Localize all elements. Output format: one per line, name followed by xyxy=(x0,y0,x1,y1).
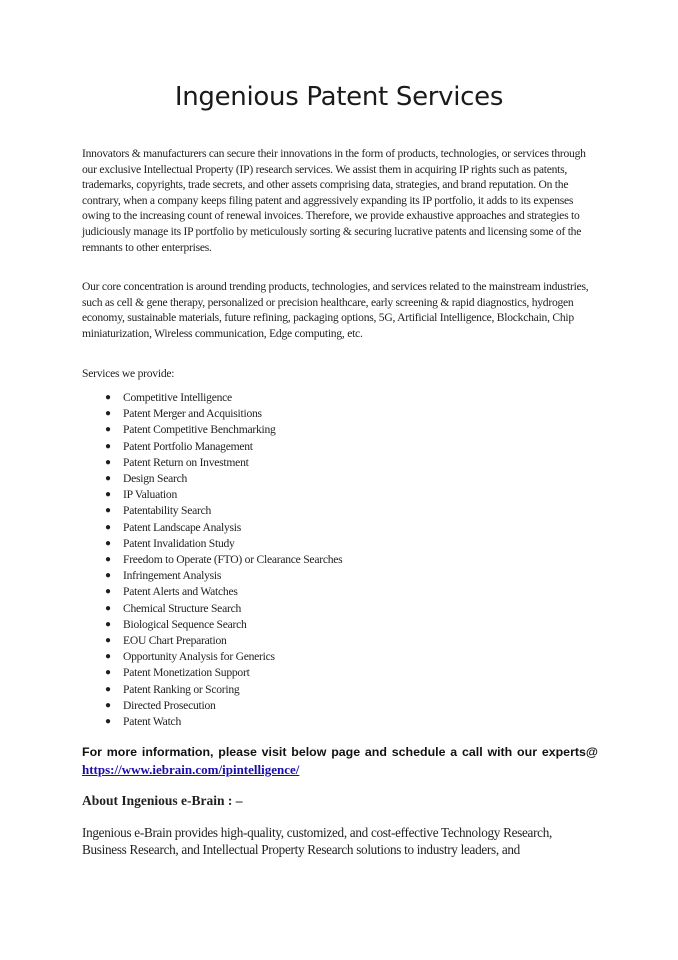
service-list-item xyxy=(105,390,342,406)
service-label: Infringement Analysis xyxy=(123,569,222,583)
service-label: Patent Ranking or Scoring xyxy=(123,682,240,696)
more-info-text: For more information, please visit below page and schedule a call with our experts@ xyxy=(82,745,598,759)
service-list-item xyxy=(105,503,342,519)
bullet-icon: ● xyxy=(105,683,111,695)
bullet-icon: ● xyxy=(105,424,111,436)
service-list-item xyxy=(105,698,342,714)
service-label: Patent Watch xyxy=(123,715,181,729)
services-intro: Services we provide: xyxy=(82,367,175,380)
bullet-icon: ● xyxy=(105,456,111,468)
bullet-icon: ● xyxy=(105,667,111,679)
bullet-icon: ● xyxy=(105,586,111,598)
bullet-icon: ● xyxy=(105,554,111,566)
ipintelligence-link[interactable]: https://www.iebrain.com/ipintelligence/ xyxy=(82,762,300,777)
service-label: Patent Return on Investment xyxy=(123,455,249,469)
service-label: Patent Portfolio Management xyxy=(123,439,253,453)
bullet-icon: ● xyxy=(105,440,111,452)
service-list-item xyxy=(105,520,342,536)
service-label: Patent Merger and Acquisitions xyxy=(123,407,262,421)
service-list-item xyxy=(105,682,342,698)
service-list-item xyxy=(105,439,342,455)
link-line xyxy=(82,761,299,779)
service-label: Patent Monetization Support xyxy=(123,666,250,680)
bullet-icon: ● xyxy=(105,489,111,501)
bullet-icon: ● xyxy=(105,635,111,647)
intro-paragraph: Innovators & manufacturers can secure their innovations in the form of products, technologies, or services through our exclusive Intellectual Property (IP) research services. We assist them in acquiring IP rights such as patents, trademarks, copyrights, trade secrets, and other assets comprising data, strategies, and brand reputation. On the contrary, when a company keeps filing patent and aggressively expanding its IP portfolio, it adds to its expenses owing to the increasing count of renewal invoices. Therefore, we provide exhaustive approaches and strategies to judiciously manage its IP portfolio by meticulously sorting & securing lucrative patents and licensing some of the remnants to other enterprises. xyxy=(82,147,586,254)
bullet-icon: ● xyxy=(105,602,111,614)
bullet-icon: ● xyxy=(105,570,111,582)
service-label: Design Search xyxy=(123,472,188,486)
service-list-item xyxy=(105,617,342,633)
service-list-item xyxy=(105,649,342,665)
page-title: Ingenious Patent Services xyxy=(174,82,504,112)
service-label: EOU Chart Preparation xyxy=(123,634,227,648)
service-label: Patent Landscape Analysis xyxy=(123,520,242,534)
service-list-item xyxy=(105,584,342,600)
service-list-item xyxy=(105,665,342,681)
bullet-icon: ● xyxy=(105,618,111,630)
service-label: Patentability Search xyxy=(123,504,212,518)
service-list-item xyxy=(105,601,342,617)
bullet-icon: ● xyxy=(105,716,111,728)
about-heading: About Ingenious e-Brain : – xyxy=(82,793,243,808)
service-label: Directed Prosecution xyxy=(123,698,216,712)
service-label: Chemical Structure Search xyxy=(123,601,242,615)
bullet-icon: ● xyxy=(105,505,111,517)
bullet-icon: ● xyxy=(105,473,111,485)
service-list-item xyxy=(105,455,342,471)
service-list-item xyxy=(105,422,342,438)
service-label: Patent Invalidation Study xyxy=(123,536,235,550)
service-label: Biological Sequence Search xyxy=(123,617,247,631)
service-label: Patent Alerts and Watches xyxy=(123,585,238,599)
bullet-icon: ● xyxy=(105,392,111,403)
bullet-icon: ● xyxy=(105,537,111,549)
service-list-item xyxy=(105,552,342,568)
bullet-icon: ● xyxy=(105,408,111,420)
about-paragraph: Ingenious e-Brain provides high-quality, customized, and cost-effective Technology Research, Business Research, and Intellectual Property Research solutions to industry leaders, and xyxy=(82,825,553,857)
service-list-item xyxy=(105,536,342,552)
service-label: Freedom to Operate (FTO) or Clearance Searches xyxy=(123,553,343,567)
service-label: Opportunity Analysis for Generics xyxy=(123,650,275,664)
bullet-icon: ● xyxy=(105,651,111,663)
service-label: Competitive Intelligence xyxy=(123,391,232,404)
services-list xyxy=(105,390,342,730)
service-label: IP Valuation xyxy=(123,488,177,502)
service-list-item xyxy=(105,471,342,487)
service-list-item xyxy=(105,487,342,503)
service-list-item xyxy=(105,406,342,422)
bullet-icon: ● xyxy=(105,699,111,711)
service-list-item xyxy=(105,633,342,649)
service-label: Patent Competitive Benchmarking xyxy=(123,423,276,437)
service-list-item xyxy=(105,568,342,584)
service-list-item xyxy=(105,714,342,730)
focus-paragraph: Our core concentration is around trending products, technologies, and services related to the mainstream industries, such as cell & gene therapy, personalized or precision healthcare, early screening & rapid diagnostics, hydrogen economy, sustainable materials, future refining, packaging options, 5G, Artificial Intelligence, Blockchain, Chip miniaturization, Wireless communication, Edge computing, etc. xyxy=(82,280,589,340)
bullet-icon: ● xyxy=(105,521,111,533)
